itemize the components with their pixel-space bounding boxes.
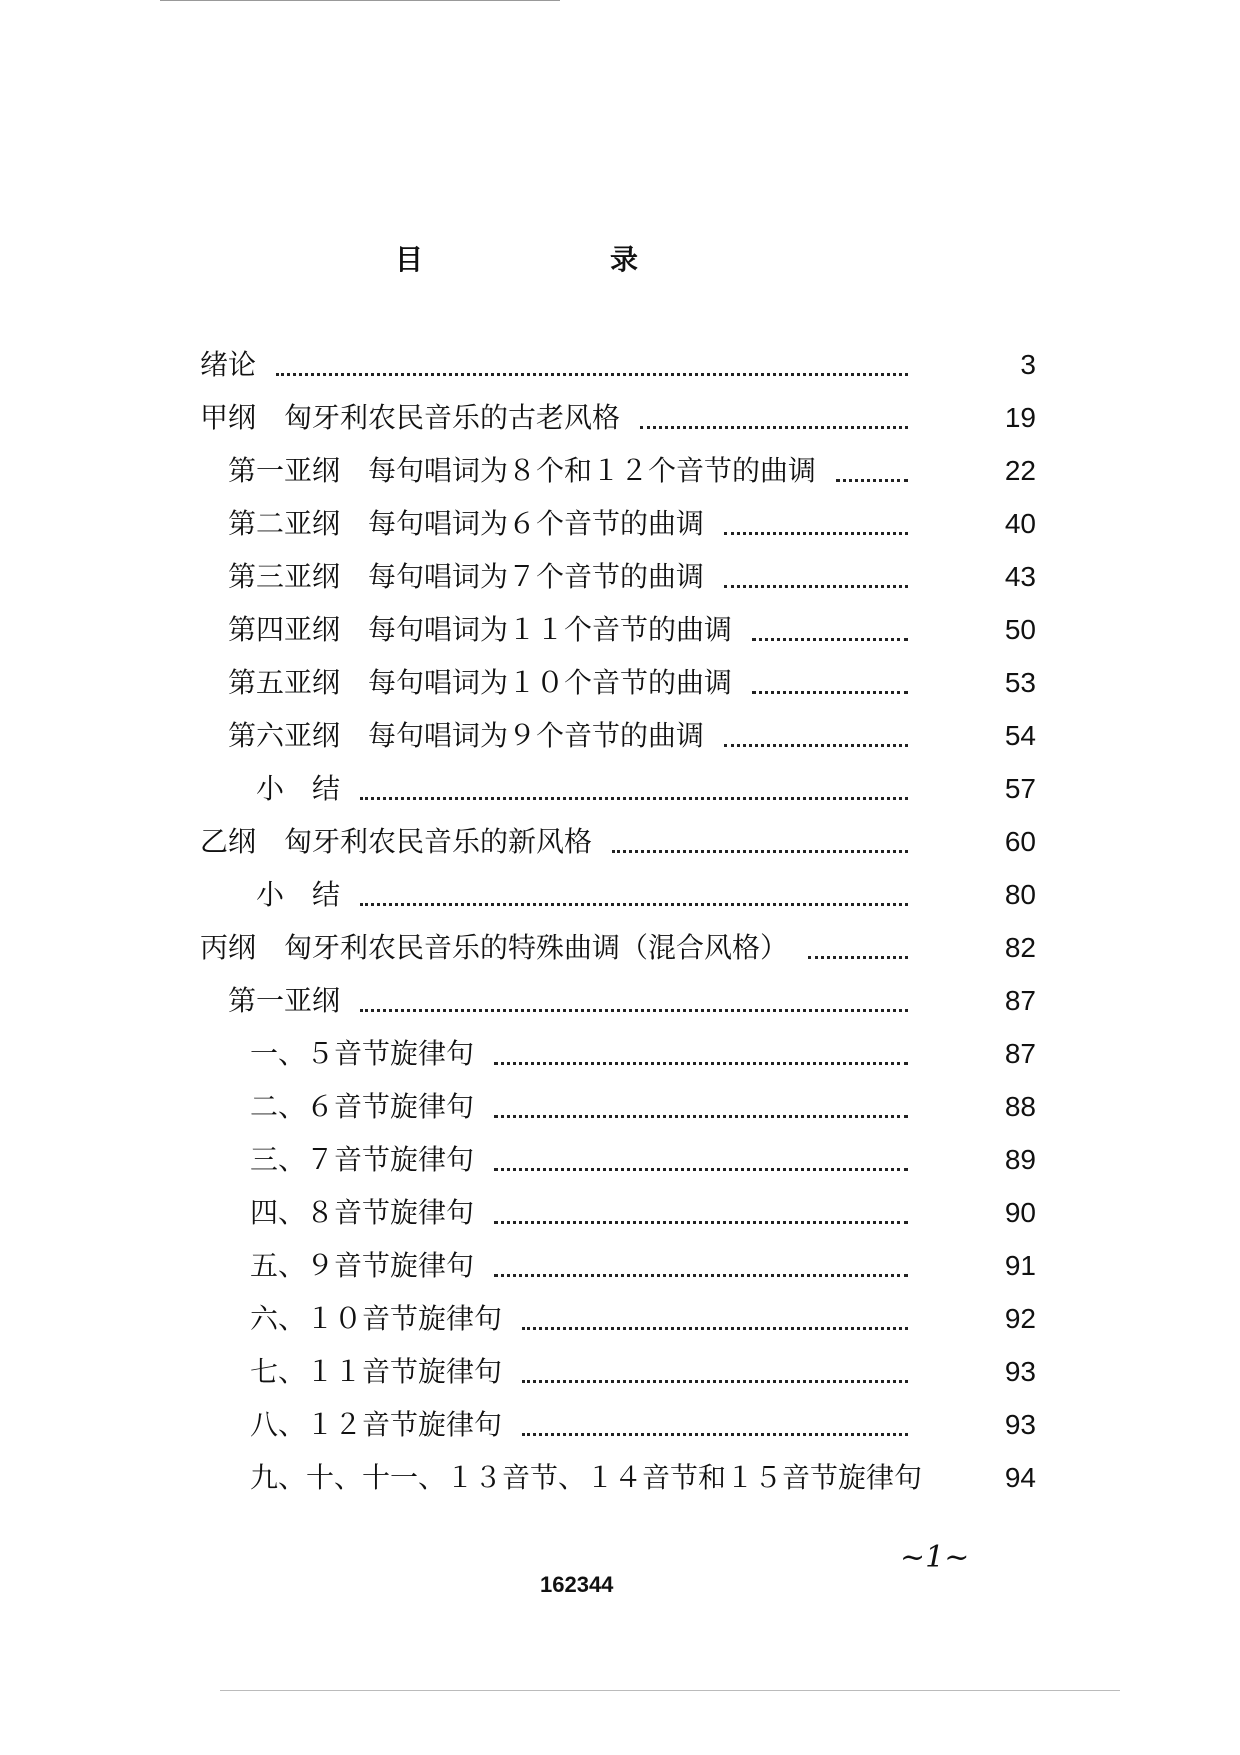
- leader-dots: [724, 740, 908, 747]
- toc-entry-page: 94: [1004, 1462, 1036, 1493]
- toc-entry-page: 50: [1004, 614, 1036, 645]
- leader-dots: [522, 1429, 908, 1436]
- toc-entry-label: 第四亚纲 每句唱词为１１个音节的曲调: [228, 613, 733, 646]
- leader-dots: [640, 422, 908, 429]
- toc-entry-page: 90: [1004, 1197, 1036, 1228]
- toc-entry-label: 小 结: [256, 772, 341, 805]
- toc-entry-page: 80: [1004, 879, 1036, 910]
- toc-entry[interactable]: [0, 1140, 1240, 1180]
- toc-entry-page: 60: [1004, 826, 1036, 857]
- toc-entry-label: 五、９音节旋律句: [250, 1249, 475, 1282]
- toc-entry-label: 八、１２音节旋律句: [250, 1408, 503, 1441]
- leader-dots: [752, 634, 908, 641]
- toc-entry-label: 第五亚纲 每句唱词为１０个音节的曲调: [228, 666, 733, 699]
- leader-dots: [360, 793, 908, 800]
- toc-entry-page: 93: [1004, 1356, 1036, 1387]
- leader-dots: [360, 1005, 908, 1012]
- toc-title-right: 录: [610, 243, 639, 276]
- toc-entry[interactable]: [0, 504, 1240, 544]
- toc-entry-page: 53: [1004, 667, 1036, 698]
- toc-entry-page: 22: [1004, 455, 1036, 486]
- toc-entry-label: 第三亚纲 每句唱词为７个音节的曲调: [228, 560, 705, 593]
- toc-entry[interactable]: [0, 1087, 1240, 1127]
- leader-dots: [494, 1164, 908, 1171]
- toc-entry-page: 43: [1004, 561, 1036, 592]
- leader-dots: [494, 1217, 908, 1224]
- toc-entry-page: 54: [1004, 720, 1036, 751]
- toc-entry-label: 三、７音节旋律句: [250, 1143, 475, 1176]
- toc-entry[interactable]: [0, 345, 1240, 385]
- toc-entry-label: 小 结: [256, 878, 341, 911]
- toc-entry[interactable]: [0, 1246, 1240, 1286]
- toc-entry[interactable]: [0, 928, 1240, 968]
- toc-entry[interactable]: [0, 1352, 1240, 1392]
- toc-entry[interactable]: [0, 451, 1240, 491]
- leader-dots: [752, 687, 908, 694]
- leader-dots: [522, 1376, 908, 1383]
- stamp-number: 162344: [540, 1572, 614, 1597]
- toc-entry-page: 40: [1004, 508, 1036, 539]
- toc-entry-label: 七、１１音节旋律句: [250, 1355, 503, 1388]
- toc-entry-label: 乙纲 匈牙利农民音乐的新风格: [200, 825, 593, 858]
- toc-entry-label: 二、６音节旋律句: [250, 1090, 475, 1123]
- toc-entry-label: 甲纲 匈牙利农民音乐的古老风格: [200, 401, 621, 434]
- toc-entry-label: 九、十、十一、１３音节、１４音节和１５音节旋律句: [250, 1461, 923, 1494]
- toc-entry[interactable]: [0, 1405, 1240, 1445]
- toc-entry[interactable]: [0, 557, 1240, 597]
- leader-dots: [836, 475, 908, 482]
- toc-entry-page: 19: [1004, 402, 1036, 433]
- toc-entry-label: 第一亚纲 每句唱词为８个和１２个音节的曲调: [228, 454, 817, 487]
- leader-dots: [612, 846, 908, 853]
- toc-entry-label: 第二亚纲 每句唱词为６个音节的曲调: [228, 507, 705, 540]
- toc-entry-label: 第一亚纲: [228, 984, 341, 1017]
- leader-dots: [724, 581, 908, 588]
- toc-entry-page: 92: [1004, 1303, 1036, 1334]
- toc-entry-label: 丙纲 匈牙利农民音乐的特殊曲调（混合风格）: [200, 931, 789, 964]
- toc-entry-page: 82: [1004, 932, 1036, 963]
- leader-dots: [494, 1111, 908, 1118]
- leader-dots: [276, 369, 908, 376]
- scan-edge-line: [220, 1690, 1120, 1691]
- toc-entry-page: 87: [1004, 1038, 1036, 1069]
- toc-entry[interactable]: [0, 981, 1240, 1021]
- toc-entry-label: 第六亚纲 每句唱词为９个音节的曲调: [228, 719, 705, 752]
- toc-entry-page: 89: [1004, 1144, 1036, 1175]
- toc-entry-page: 93: [1004, 1409, 1036, 1440]
- toc-entry-label: 四、８音节旋律句: [250, 1196, 475, 1229]
- leader-dots: [808, 952, 908, 959]
- toc-entry[interactable]: [0, 1193, 1240, 1233]
- toc-entry-page: 3: [1020, 349, 1036, 380]
- toc-entry[interactable]: [0, 716, 1240, 756]
- toc-entry[interactable]: [0, 1299, 1240, 1339]
- toc-title-left: 目: [395, 243, 424, 276]
- toc-entry-page: 91: [1004, 1250, 1036, 1281]
- toc-entry[interactable]: [0, 822, 1240, 862]
- scan-edge-line: [160, 0, 560, 1]
- toc-entry[interactable]: [0, 769, 1240, 809]
- toc-entry[interactable]: [0, 610, 1240, 650]
- toc-entry-page: 57: [1004, 773, 1036, 804]
- toc-entry[interactable]: [0, 1458, 1240, 1498]
- toc-entry[interactable]: [0, 1034, 1240, 1074]
- toc-entry[interactable]: [0, 663, 1240, 703]
- toc-entry-label: 六、１０音节旋律句: [250, 1302, 503, 1335]
- leader-dots: [522, 1323, 908, 1330]
- page-number: ~1~: [900, 1540, 970, 1575]
- toc-entry-page: 88: [1004, 1091, 1036, 1122]
- leader-dots: [494, 1058, 908, 1065]
- leader-dots: [360, 899, 908, 906]
- toc-entry[interactable]: [0, 875, 1240, 915]
- leader-dots: [724, 528, 908, 535]
- toc-entry-page: 87: [1004, 985, 1036, 1016]
- leader-dots: [494, 1270, 908, 1277]
- toc-entry-label: 一、５音节旋律句: [250, 1037, 475, 1070]
- toc-entry-label: 绪论: [200, 348, 257, 381]
- toc-entry[interactable]: [0, 398, 1240, 438]
